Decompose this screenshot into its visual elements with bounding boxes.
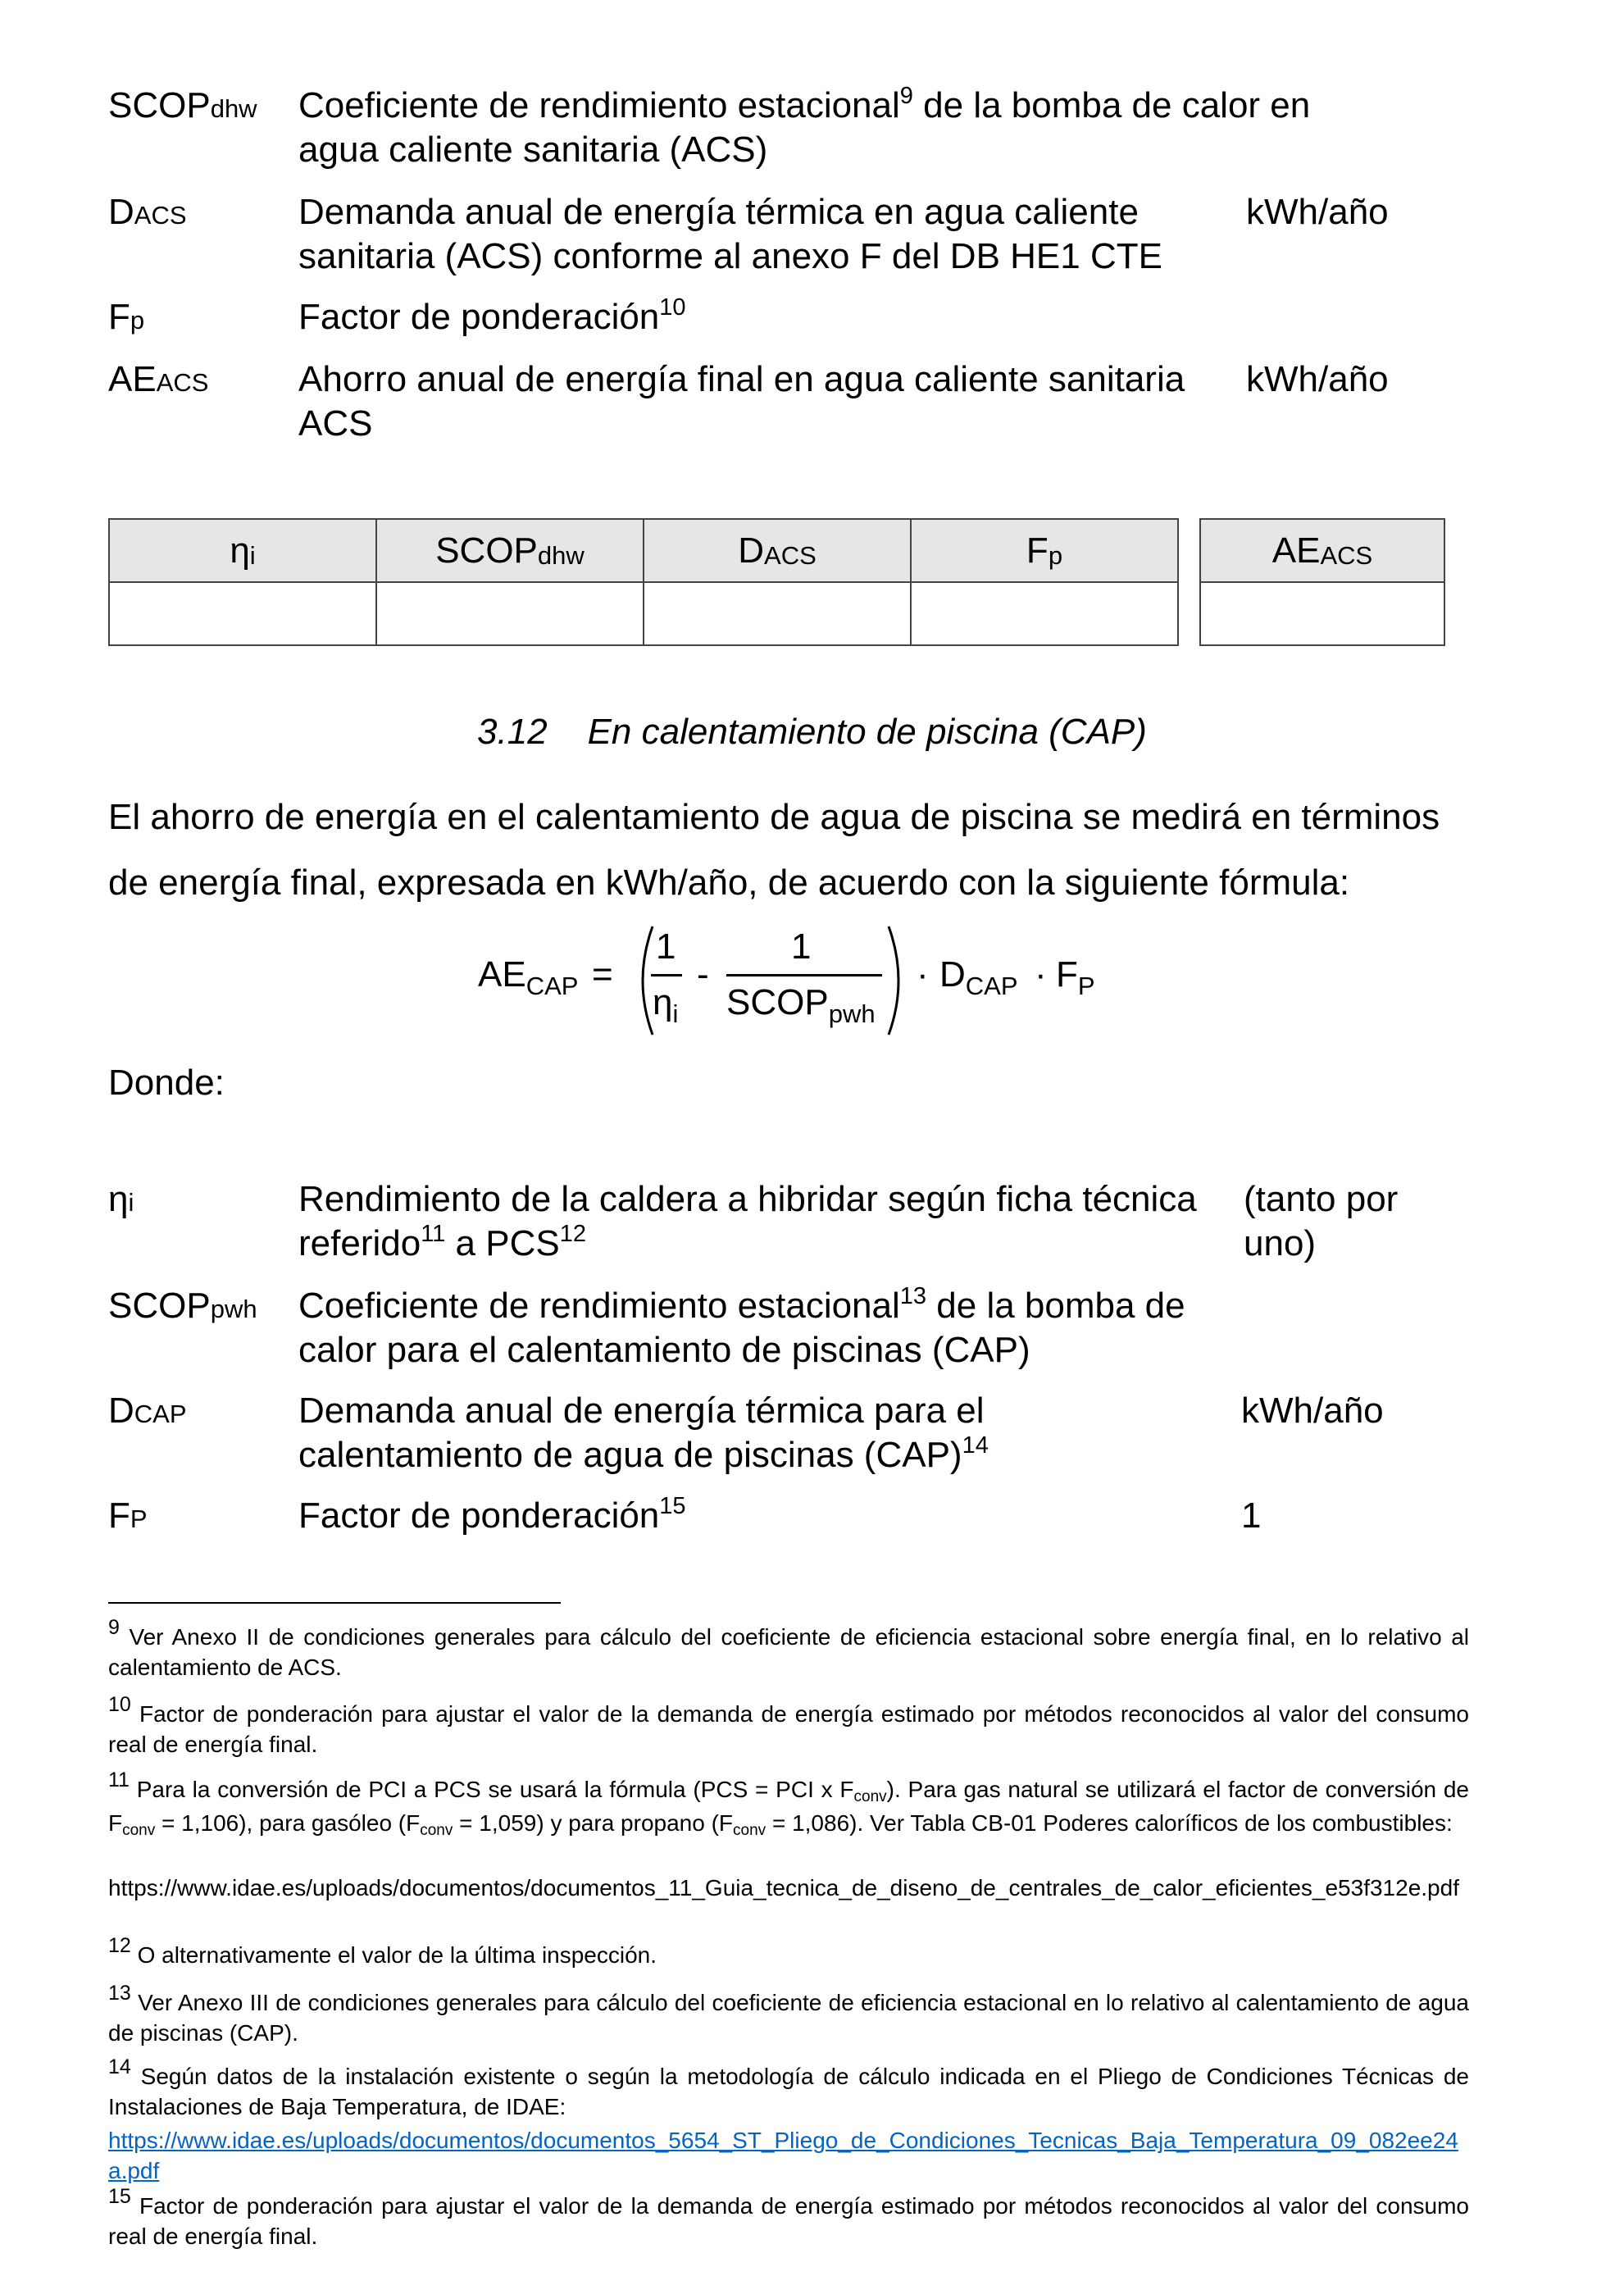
unit: kWh/año [1241, 1391, 1384, 1431]
symbol: SCOPpwh [108, 1286, 257, 1326]
value-cell-eta[interactable] [110, 583, 377, 644]
definition-text: Factor de ponderación$^{10}$ [298, 294, 686, 337]
header-cell-scop: SCOP dhw [377, 520, 644, 583]
definition-text: Coeficiente de rendimiento estacional$^9$ de la bomba de calor en agua caliente sanitaria (ACS) [298, 83, 1311, 170]
definition-text: Ahorro anual de energía final en agua caliente sanitaria ACS [298, 359, 1185, 444]
definition-text: Factor de ponderación$^{15}$ [298, 1493, 686, 1536]
value-cell-dacs[interactable] [644, 583, 912, 644]
header-cell-aeacs: AE ACS [1201, 520, 1444, 583]
unit: 1 [1241, 1495, 1262, 1536]
symbol: SCOPdhw [108, 85, 257, 125]
symbol: ηi [108, 1179, 134, 1219]
fraction-bar-2 [726, 974, 882, 976]
definition-row-scop-dhw [108, 84, 1485, 174]
fraction-1-denominator: $\eta_i$ [653, 982, 679, 1028]
header-cell-dacs: D ACS [644, 520, 912, 583]
footnote-11-url: https://www.idae.es/uploads/documentos/documentos_11_Guia_tecnica_de_diseno_de_centrales_de_calor_eficientes_e53f312e.pdf [108, 1875, 1459, 1900]
intro-line-1: El ahorro de energía en el calentamiento de agua de piscina se medirá en términos [108, 797, 1440, 837]
symbol: AEACS [108, 359, 209, 399]
section-title: 3.12 En calentamiento de piscina (CAP) [477, 712, 1147, 752]
input-table [108, 518, 1179, 646]
fraction-1-numerator: 1 [656, 926, 676, 967]
definition-row-dacs [108, 190, 1485, 280]
footnote-15: $^{15}$ Factor de ponderación para ajustar el valor de la demanda de energía estimado por métodos reconocidos al valor del consumo real de energía final. [108, 2185, 1469, 2249]
result-table [1199, 518, 1445, 646]
intro-line-2: de energía final, expresada en kWh/año, de acuerdo con la siguiente fórmula: [108, 863, 1350, 903]
header-cell-eta: η i [110, 520, 377, 583]
definition-row-dcap [108, 1389, 1485, 1479]
footnote-9: $^9$ Ver Anexo II de condiciones generales para cálculo del coeficiente de eficiencia estacional sobre energía final, en lo relativo al calentamiento de ACS. [108, 1616, 1470, 1680]
definition-text: Demanda anual de energía térmica para el calentamiento de agua de piscinas (CAP)$^{14}$ [298, 1391, 989, 1475]
footnote-13: $^{13}$ Ver Anexo III de condiciones generales para cálculo del coeficiente de eficiencia estacional en lo relativo al calentamiento de agua de piscinas (CAP). [108, 1982, 1470, 2046]
formula-demand: $D_{CAP}$ [939, 954, 1018, 1000]
definition-text: Coeficiente de rendimiento estacional$^{13}$ de la bomba de calor para el calentamiento de piscinas (CAP) [298, 1283, 1185, 1370]
footnote-separator [108, 1602, 561, 1604]
formula-equals: = [592, 954, 613, 995]
formula-dot-1: · [917, 954, 929, 995]
definition-row-fp-bottom [108, 1494, 1485, 1584]
header-cell-fp: F p [912, 520, 1177, 583]
symbol: FP [108, 1495, 148, 1536]
symbol: DACS [108, 192, 187, 232]
footnote-11: $^{11}$ Para la conversión de PCI a PCS se usará la fórmula (PCS = PCI x Fconv). Para gas natural se utilizará el factor de conversión de Fconv = 1,106), para gasóleo (Fconv = 1,059) y para propano (Fconv = 1,086). Ver Tabla CB-01 Poderes caloríficos de los combustibles: [108, 1768, 1470, 1839]
definition-row-scop-pwh [108, 1284, 1485, 1374]
definition-text: Rendimiento de la caldera a hibridar según ficha técnica referido$^{11}$ a PCS$^{12}$ [298, 1179, 1197, 1263]
formula-lhs: $AE_{CAP}$ [478, 954, 579, 1000]
value-cell-aeacs[interactable] [1201, 583, 1444, 644]
right-paren [880, 923, 913, 1038]
definition-row-aeacs [108, 357, 1485, 448]
definition-row-eta [108, 1177, 1485, 1268]
donde-label: Donde: [108, 1063, 225, 1103]
formula-weight: $F_P$ [1056, 954, 1095, 1000]
footnote-14-link[interactable]: https://www.idae.es/uploads/documentos/documentos_5654_ST_Pliego_de_Condiciones_Tecnicas_Baja_Temperatura_09_082ee24a.pdf [108, 2128, 1458, 2183]
fraction-2-numerator: 1 [791, 926, 812, 967]
symbol: DCAP [108, 1391, 187, 1431]
formula-dot-2: · [1035, 954, 1047, 995]
value-cell-scop[interactable] [377, 583, 644, 644]
unit: (tanto por uno) [1244, 1179, 1399, 1263]
fraction-2-denominator: $SCOP_{pwh}$ [726, 982, 876, 1028]
footnote-14: $^{14}$ Según datos de la instalación existente o según la metodología de cálculo indicada en el Pliego de Condiciones Técnicas de Instalaciones de Baja Temperatura, de IDAE: [108, 2055, 1470, 2119]
footnote-10: $^{10}$ Factor de ponderación para ajustar el valor de la demanda de energía estimado por métodos reconocidos al valor del consumo real de energía final. [108, 1693, 1469, 1757]
symbol: Fp [108, 297, 145, 337]
fraction-bar-1 [651, 974, 682, 976]
definition-text: Demanda anual de energía térmica en agua caliente sanitaria (ACS) conforme al anexo F del DB HE1 CTE [298, 192, 1162, 276]
value-cell-fp[interactable] [912, 583, 1177, 644]
unit: kWh/año [1246, 359, 1389, 399]
formula-minus: - [697, 954, 709, 995]
footnote-12: $^{12}$ O alternativamente el valor de la última inspección. [108, 1934, 657, 1968]
unit: kWh/año [1246, 192, 1389, 232]
